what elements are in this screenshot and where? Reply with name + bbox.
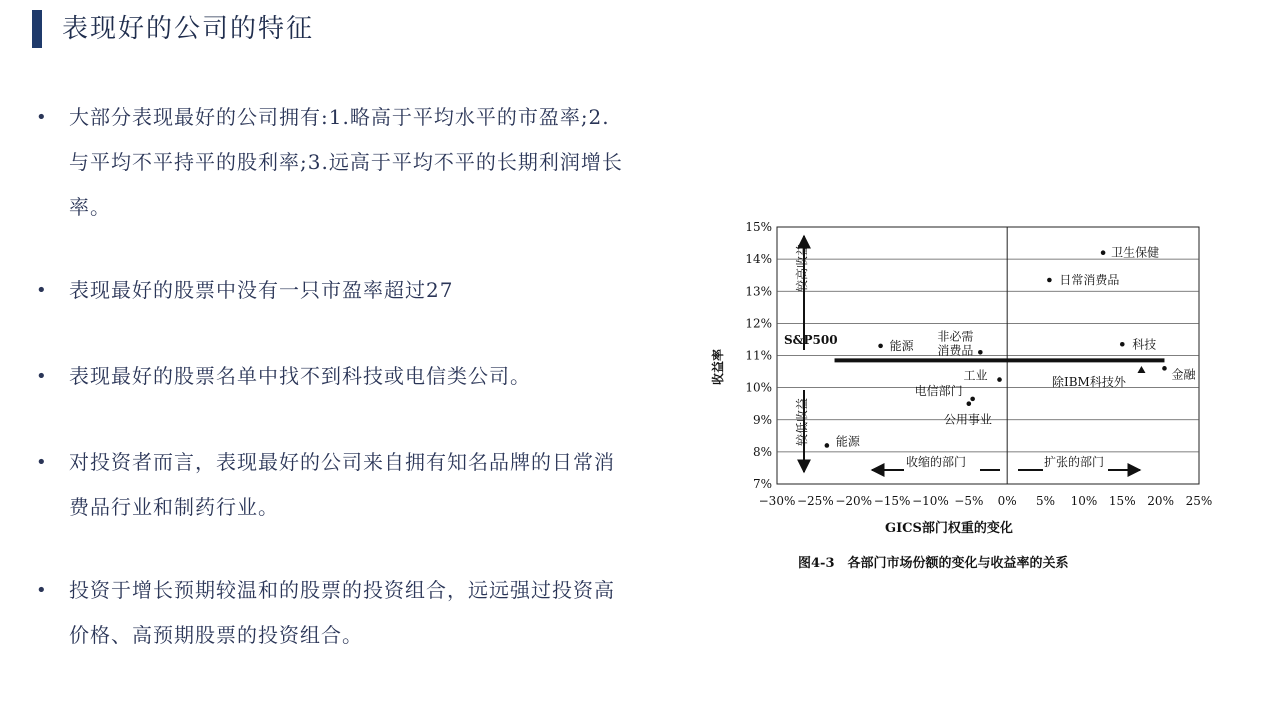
data-point-label: 日常消费品 <box>1059 273 1120 288</box>
y-tick-label: 11% <box>745 348 772 363</box>
x-tick-label: −30% <box>758 494 796 508</box>
x-tick-label: 5% <box>1036 494 1056 508</box>
slide-title: 表现好的公司的特征 <box>62 14 315 44</box>
data-point <box>997 377 1002 382</box>
data-point-label: 卫生保健 <box>1111 245 1160 260</box>
data-point <box>1101 250 1106 255</box>
x-tick-label: −15% <box>873 494 911 508</box>
x-tick-label: −10% <box>912 494 949 508</box>
y-tick-label: 13% <box>745 284 772 299</box>
label-line: 消费品 <box>937 343 974 358</box>
sp500-label: S&P500 <box>784 333 838 347</box>
data-point-label: 能源 <box>835 434 860 449</box>
y-tick-label: 10% <box>745 380 772 395</box>
x-axis-ticks <box>759 494 1213 508</box>
data-point <box>1162 366 1167 371</box>
scatter-chart <box>700 210 1230 590</box>
bullet-item: • 表现最好的股票名单中找不到科技或电信类公司。 <box>36 354 626 399</box>
data-point-label: 金融 <box>1171 367 1196 382</box>
bullet-item: • 表现最好的股票中没有一只市盈率超过27 <box>36 268 626 313</box>
y-tick-label: 7% <box>752 477 772 491</box>
figure-caption: 图4-3 各部门市场份额的变化与收益率的关系 <box>798 556 1069 571</box>
x-tick-label: −20% <box>835 494 873 508</box>
data-point <box>1120 342 1125 347</box>
lower-return-label: 较低收益 <box>795 397 809 446</box>
data-point-label: 工业 <box>963 368 988 383</box>
x-tick-label: −5% <box>954 494 984 508</box>
exibm-triangle-marker <box>1137 366 1145 373</box>
x-tick-label: 25% <box>1185 494 1213 508</box>
bullet-list <box>36 95 626 658</box>
y-tick-label: 8% <box>752 444 772 459</box>
expanding-label: 扩张的部门 <box>1044 455 1105 469</box>
y-tick-label: 14% <box>745 252 772 267</box>
data-point-label: 电信部门 <box>914 383 963 398</box>
data-point <box>978 350 983 355</box>
sector-return-figure <box>700 210 1230 590</box>
y-tick-label: 12% <box>745 316 772 331</box>
exibm-label: 除IBM科技外 <box>1052 375 1126 389</box>
data-point <box>825 443 830 448</box>
data-point <box>970 397 975 402</box>
y-axis-title: 收益率 <box>711 348 725 385</box>
data-point <box>967 401 972 406</box>
bullet-item: • 对投资者而言，表现最好的公司来自拥有知名品牌的日常消费品行业和制药行业。 <box>36 440 626 530</box>
x-tick-label: −25% <box>796 494 834 508</box>
x-tick-label: 15% <box>1108 494 1136 508</box>
x-tick-label: 0% <box>997 494 1017 508</box>
data-point-label: 科技 <box>1132 337 1157 352</box>
data-point <box>1047 278 1052 283</box>
title-accent-bar <box>32 10 42 48</box>
shrinking-label: 收缩的部门 <box>906 455 967 469</box>
data-points <box>825 245 1197 449</box>
y-axis-ticks <box>745 220 772 491</box>
data-point-label <box>937 328 973 357</box>
y-tick-label: 15% <box>745 220 772 234</box>
higher-return-label: 较高收益 <box>795 243 809 292</box>
x-tick-label: 20% <box>1147 494 1174 508</box>
data-point-label: 公用事业 <box>943 412 992 427</box>
bullet-item: • 投资于增长预期较温和的股票的投资组合，远远强过投资高价格、高预期股票的投资组合。 <box>36 568 626 658</box>
data-point <box>878 344 883 349</box>
x-axis-title: GICS部门权重的变化 <box>885 521 1013 536</box>
label-line: 非必需 <box>937 329 974 344</box>
data-point-label: 能源 <box>889 338 914 353</box>
y-tick-label: 9% <box>752 412 772 427</box>
bullet-item: • 大部分表现最好的公司拥有:1.略高于平均水平的市盈率;2.与平均不平持平的股利率;3.远高于平均不平的长期利润增长率。 <box>36 95 626 230</box>
x-tick-label: 10% <box>1070 494 1098 508</box>
